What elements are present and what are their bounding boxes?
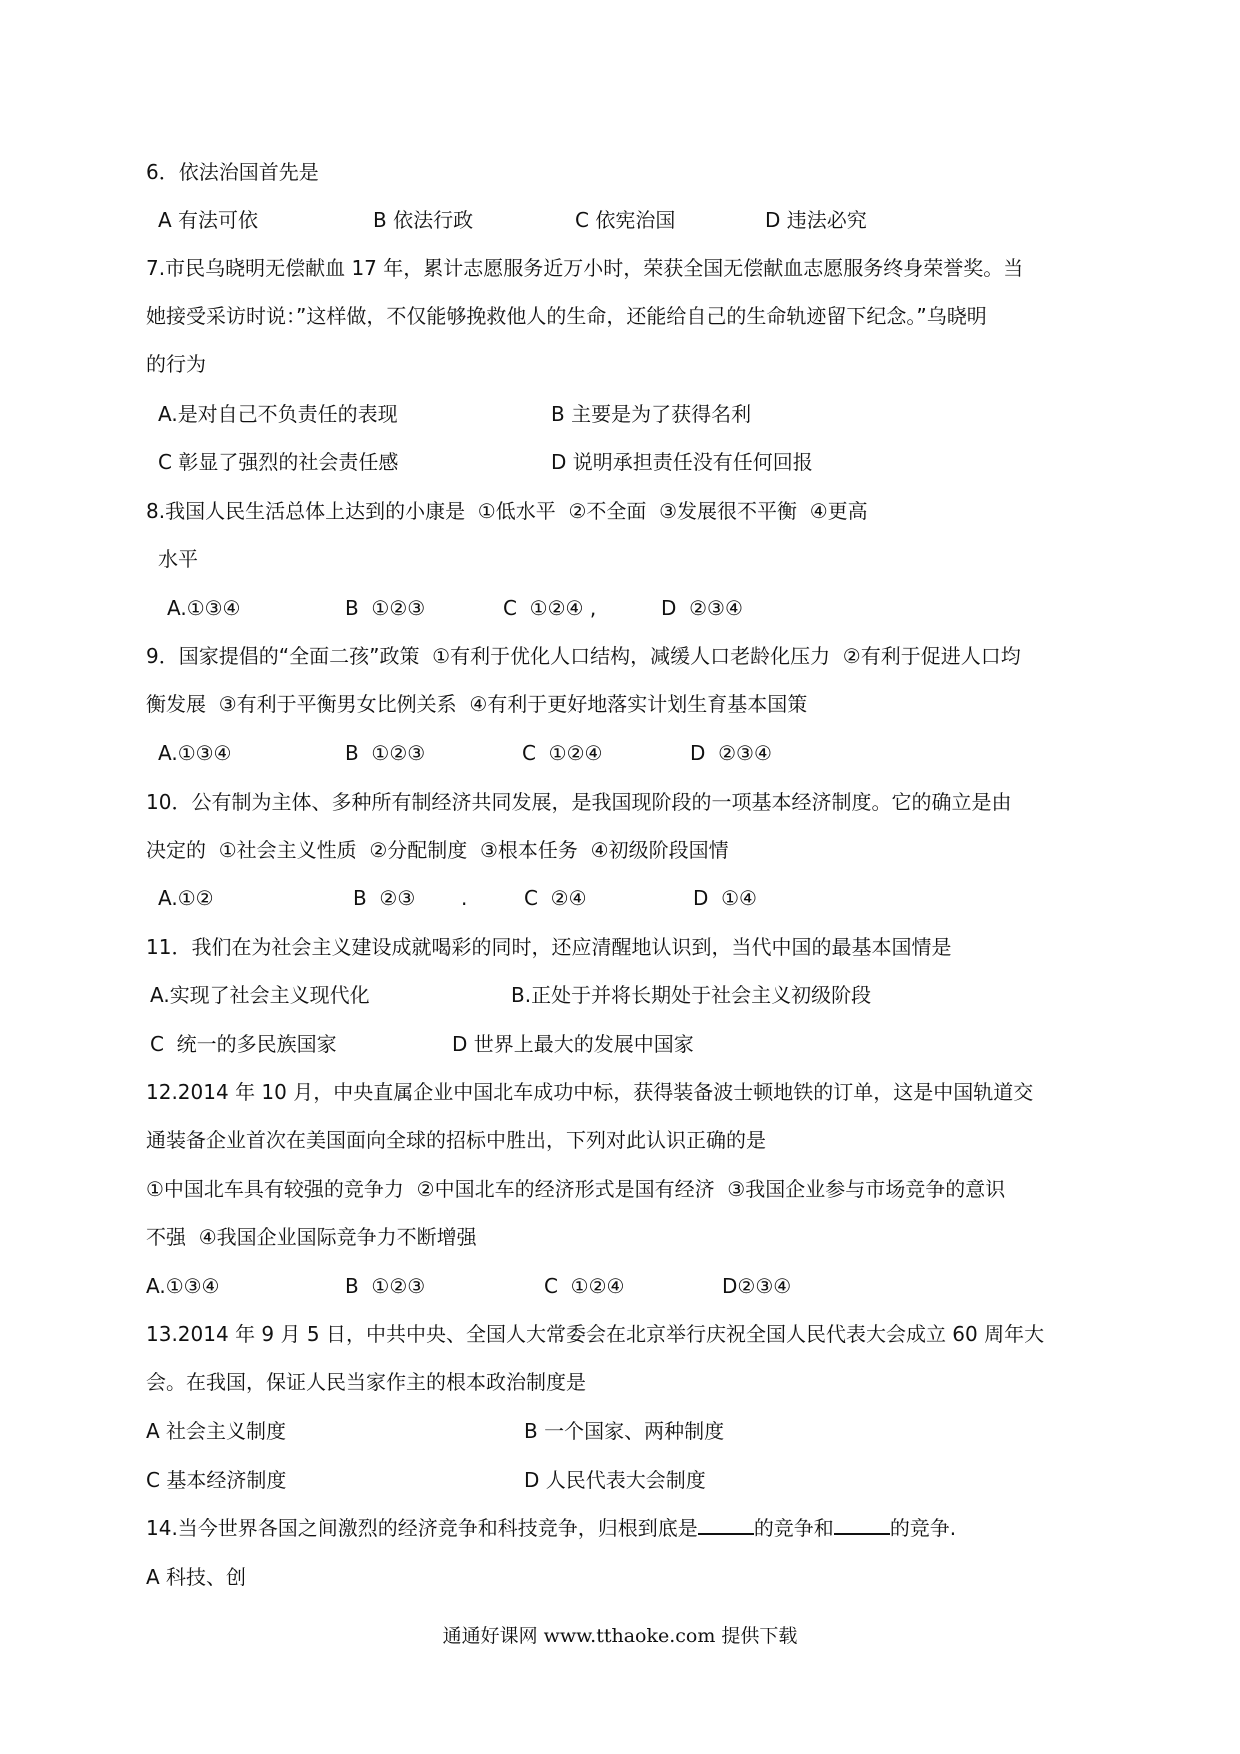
q13-option-d: D 人民代表大会制度 — [524, 1468, 706, 1492]
q12-stem-line-1: 12.2014 年 10 月，中央直属企业中国北车成功中标，获得装备波士顿地铁的订单，这是中国轨道交 — [146, 1080, 1034, 1104]
q9-option-d: D ②③④ — [690, 741, 772, 765]
q8-option-c: C ①②④ , — [503, 596, 597, 620]
q7-option-c: C 彰显了强烈的社会责任感 — [158, 450, 399, 474]
q12-stem-line-3: ①中国北车具有较强的竞争力 ②中国北车的经济形式是国有经济 ③我国企业参与市场竞争的意识 — [146, 1177, 1006, 1201]
q12-stem-line-2: 通装备企业首次在美国面向全球的招标中胜出，下列对此认识正确的是 — [146, 1128, 766, 1152]
q6-option-b: B 依法行政 — [373, 208, 474, 232]
q9-option-a: A.①③④ — [158, 741, 232, 765]
q9-option-c: C ①②④ — [522, 741, 603, 765]
q12-option-c: C ①②④ — [544, 1274, 625, 1298]
q9-stem-line-2: 衡发展 ③有利于平衡男女比例关系 ④有利于更好地落实计划生育基本国策 — [146, 692, 808, 716]
q14-blank-2 — [834, 1515, 890, 1535]
q6-option-a: A 有法可依 — [158, 208, 259, 232]
q7-stem-line-2: 她接受采访时说：”这样做，不仅能够挽救他人的生命，还能给自己的生命轨迹留下纪念。”乌晓明 — [146, 304, 987, 328]
q7-option-a: A.是对自己不负责任的表现 — [158, 402, 398, 426]
q9-stem-line-1: 9．国家提倡的“全面二孩”政策 ①有利于优化人口结构，减缓人口老龄化压力 ②有利于促进人口均 — [146, 644, 1021, 668]
q7-stem-line-1: 7.市民乌晓明无偿献血 17 年，累计志愿服务近万小时，荣获全国无偿献血志愿服务终身荣誉奖。当 — [146, 256, 1024, 280]
q11-option-d: D 世界上最大的发展中国家 — [452, 1032, 694, 1056]
page-footer: 通通好课网 www.tthaoke.com 提供下载 — [442, 1625, 798, 1647]
q8-stem-line-1: 8.我国人民生活总体上达到的小康是 ①低水平 ②不全面 ③发展很不平衡 ④更高 — [146, 499, 868, 523]
q14-stem-part-3: 的竞争. — [889, 1516, 957, 1540]
q10-stem-line-2: 决定的 ①社会主义性质 ②分配制度 ③根本任务 ④初级阶段国情 — [146, 838, 729, 862]
q12-option-a: A.①③④ — [146, 1274, 220, 1298]
q13-option-b: B 一个国家、两种制度 — [524, 1419, 725, 1443]
q14-stem-part-2: 的竞争和 — [753, 1516, 834, 1540]
q10-option-c: C ②④ — [524, 886, 587, 910]
q13-option-c: C 基本经济制度 — [146, 1468, 287, 1492]
q11-stem: 11．我们在为社会主义建设成就喝彩的同时，还应清醒地认识到，当代中国的最基本国情是 — [146, 935, 952, 959]
q10-stray-mark: . — [461, 886, 468, 910]
q8-option-a: A.①③④ — [167, 596, 241, 620]
q10-option-b: B ②③ — [353, 886, 416, 910]
q13-stem-line-2: 会。在我国，保证人民当家作主的根本政治制度是 — [146, 1370, 586, 1394]
q6-stem: 6．依法治国首先是 — [146, 160, 319, 184]
q14-blank-1 — [698, 1515, 754, 1535]
q6-option-d: D 违法必究 — [765, 208, 867, 232]
q8-stem-line-2: 水平 — [158, 547, 198, 571]
q10-option-a: A.①② — [158, 886, 214, 910]
q8-option-b: B ①②③ — [345, 596, 426, 620]
q8-option-d: D ②③④ — [661, 596, 743, 620]
q13-stem-line-1: 13.2014 年 9 月 5 日，中共中央、全国人大常委会在北京举行庆祝全国人民代表大会成立 60 周年大 — [146, 1322, 1045, 1346]
q12-option-d: D②③④ — [722, 1274, 792, 1298]
q7-option-d: D 说明承担责任没有任何回报 — [551, 450, 813, 474]
q7-option-b: B 主要是为了获得名利 — [551, 402, 752, 426]
q10-option-d: D ①④ — [693, 886, 757, 910]
q11-option-c: C 统一的多民族国家 — [150, 1032, 337, 1056]
q14-stem-part-1: 14.当今世界各国之间激烈的经济竞争和科技竞争，归根到底是 — [146, 1516, 698, 1540]
q6-option-c: C 依宪治国 — [575, 208, 676, 232]
q12-option-b: B ①②③ — [345, 1274, 426, 1298]
q14-stem — [146, 1514, 956, 1542]
q11-option-b: B.正处于并将长期处于社会主义初级阶段 — [511, 983, 872, 1007]
q7-stem-line-3: 的行为 — [146, 352, 206, 376]
q11-option-a: A.实现了社会主义现代化 — [150, 983, 370, 1007]
q10-stem-line-1: 10．公有制为主体、多种所有制经济共同发展，是我国现阶段的一项基本经济制度。它的确立是由 — [146, 790, 1012, 814]
q9-option-b: B ①②③ — [345, 741, 426, 765]
q13-option-a: A 社会主义制度 — [146, 1419, 287, 1443]
q12-stem-line-4: 不强 ④我国企业国际竞争力不断增强 — [146, 1225, 477, 1249]
q14-option-a: A 科技、创 — [146, 1565, 247, 1589]
